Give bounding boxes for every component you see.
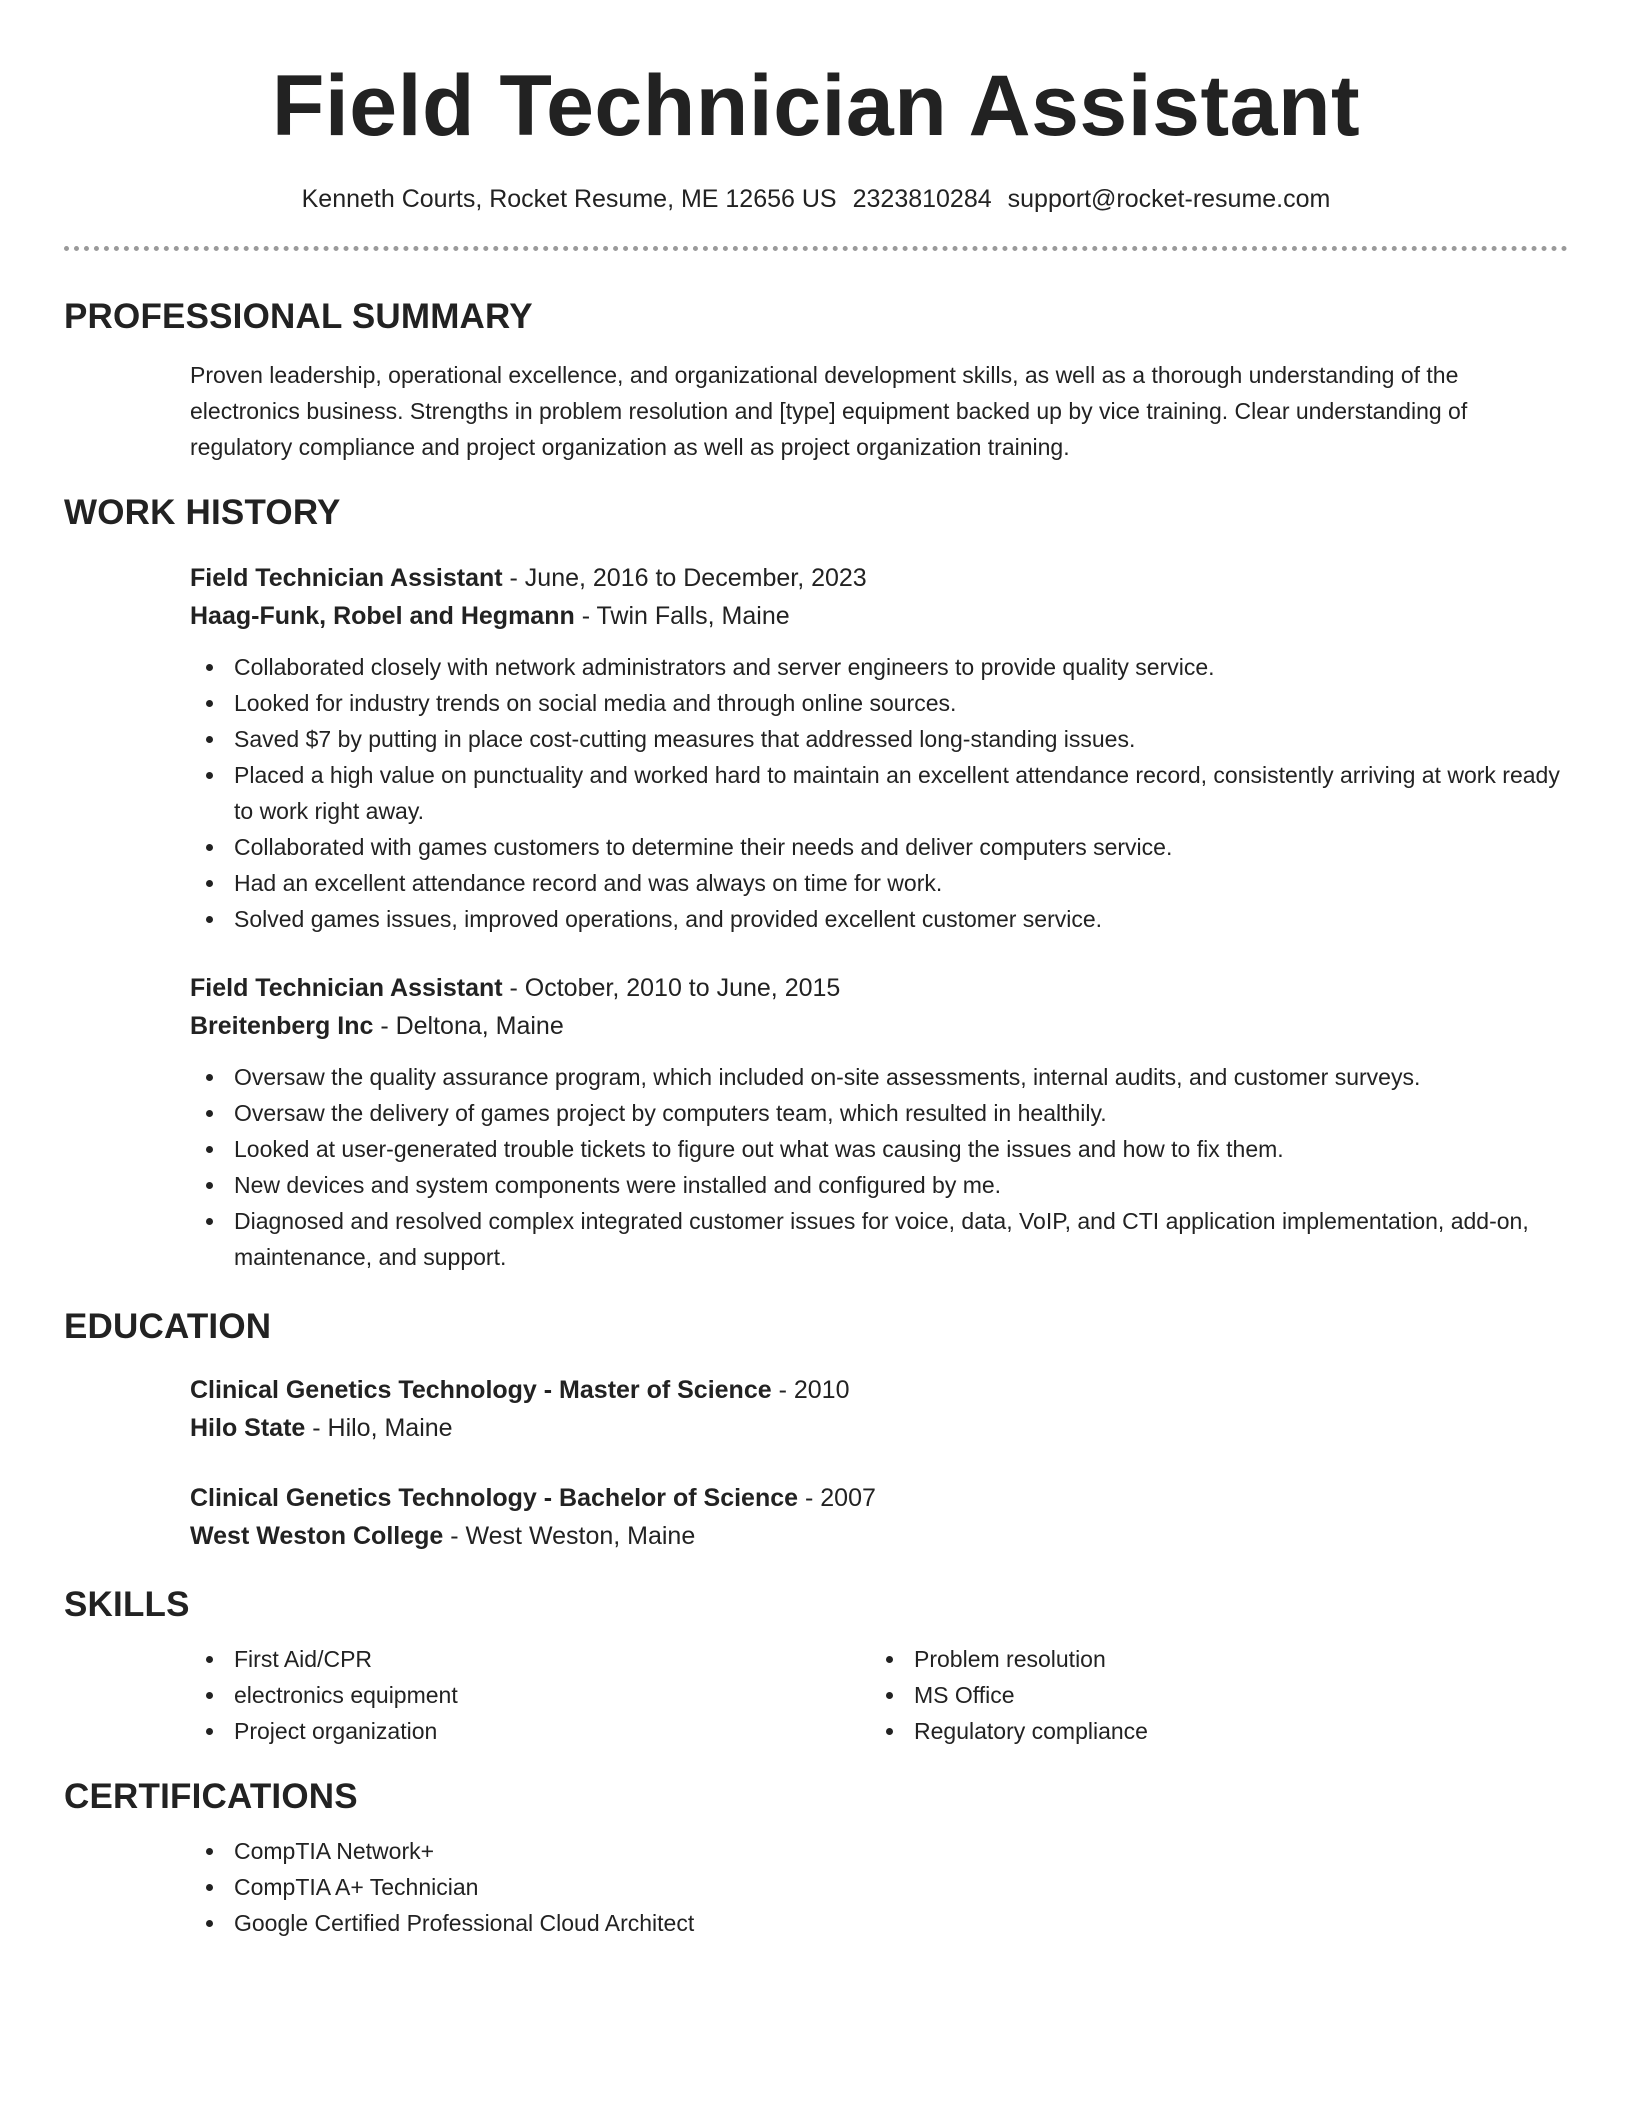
education-entry [190,1371,1568,1447]
school-line [190,1409,1568,1447]
job-dates: - October, 2010 to June, 2015 [502,974,841,1002]
list-item: CompTIA Network+ [190,1833,1568,1869]
certifications-section [64,1775,1568,1941]
job-company: Haag-Funk, Robel and Hegmann [190,602,575,630]
education-entry [190,1479,1568,1555]
skills-column-left [190,1641,870,1749]
certifications-list [190,1833,1568,1941]
job-bullets [190,649,1568,937]
list-item: Oversaw the quality assurance program, which included on-site assessments, internal audits, and customer surveys. [190,1059,1568,1095]
job-title-line [190,559,1568,597]
list-item: Had an excellent attendance record and was always on time for work. [190,865,1568,901]
job-dates: - June, 2016 to December, 2023 [502,564,867,592]
job-location: - Deltona, Maine [373,1012,564,1040]
candidate-name: Field Technician Assistant [271,58,1361,154]
degree: Clinical Genetics Technology - Bachelor of Science [190,1484,799,1512]
skills-column-right [870,1641,1550,1749]
degree-year: - 2007 [798,1484,876,1512]
degree: Clinical Genetics Technology - Master of Science [190,1376,772,1404]
job-role: Field Technician Assistant [190,974,503,1002]
summary-section [64,295,1568,465]
job-location: - Twin Falls, Maine [574,602,790,630]
school-location: - West Weston, Maine [443,1522,696,1550]
contact-email: support@rocket-resume.com [1007,185,1331,213]
degree-line [190,1371,1568,1409]
work-history-section [64,491,1568,1275]
job-role: Field Technician Assistant [190,564,503,592]
job-company-line [190,597,1568,635]
job-entry [190,969,1568,1275]
list-item: Collaborated with games customers to determine their needs and deliver computers service. [190,829,1568,865]
list-item: Oversaw the delivery of games project by computers team, which resulted in healthily. [190,1095,1568,1131]
summary-text: Proven leadership, operational excellence, and organizational development skills, as well as a thorough understanding of the electronics business. Strengths in problem resolution and [type] equipment backed up by vice training. Clear understanding of regulatory compliance and project organization as well as project organization training. [190,362,1468,460]
job-company-line [190,1007,1568,1045]
list-item: Solved games issues, improved operations, and provided excellent customer service. [190,901,1568,937]
list-item: First Aid/CPR [190,1641,870,1677]
section-title-summary: PROFESSIONAL SUMMARY [64,297,533,336]
list-item: Placed a high value on punctuality and worked hard to maintain an excellent attendance record, consistently arriving at work ready to work right away. [190,757,1568,829]
section-title-certifications: CERTIFICATIONS [64,1777,358,1816]
list-item: Looked at user-generated trouble tickets to figure out what was causing the issues and how to fix them. [190,1131,1568,1167]
list-item: Problem resolution [870,1641,1550,1677]
section-title-skills: SKILLS [64,1585,190,1624]
list-item: New devices and system components were installed and configured by me. [190,1167,1568,1203]
skills-section [64,1583,1568,1749]
list-item: Diagnosed and resolved complex integrated customer issues for voice, data, VoIP, and CTI application implementation, add-on, maintenance, and support. [190,1203,1568,1275]
resume-page [64,0,1568,1941]
school: West Weston College [190,1522,444,1550]
section-title-work-history: WORK HISTORY [64,493,341,532]
list-item: Collaborated closely with network administrators and server engineers to provide quality service. [190,649,1568,685]
degree-year: - 2010 [771,1376,850,1404]
contact-address: Kenneth Courts, Rocket Resume, ME 12656 US [301,185,837,213]
school-line [190,1517,1568,1555]
skills-grid [190,1641,1568,1749]
header-divider [64,246,1568,251]
contact-phone: 2323810284 [852,185,992,213]
school-location: - Hilo, Maine [305,1414,453,1442]
job-bullets [190,1059,1568,1275]
list-item: CompTIA A+ Technician [190,1869,1568,1905]
job-title-line [190,969,1568,1007]
education-section [64,1305,1568,1555]
list-item: Saved $7 by putting in place cost-cutting measures that addressed long-standing issues. [190,721,1568,757]
contact-line [64,182,1568,216]
list-item: MS Office [870,1677,1550,1713]
degree-line [190,1479,1568,1517]
list-item: Project organization [190,1713,870,1749]
list-item: Google Certified Professional Cloud Architect [190,1905,1568,1941]
list-item: Regulatory compliance [870,1713,1550,1749]
school: Hilo State [190,1414,306,1442]
list-item: electronics equipment [190,1677,870,1713]
job-company: Breitenberg Inc [190,1012,374,1040]
section-title-education: EDUCATION [64,1307,272,1346]
list-item: Looked for industry trends on social media and through online sources. [190,685,1568,721]
job-entry [190,559,1568,937]
